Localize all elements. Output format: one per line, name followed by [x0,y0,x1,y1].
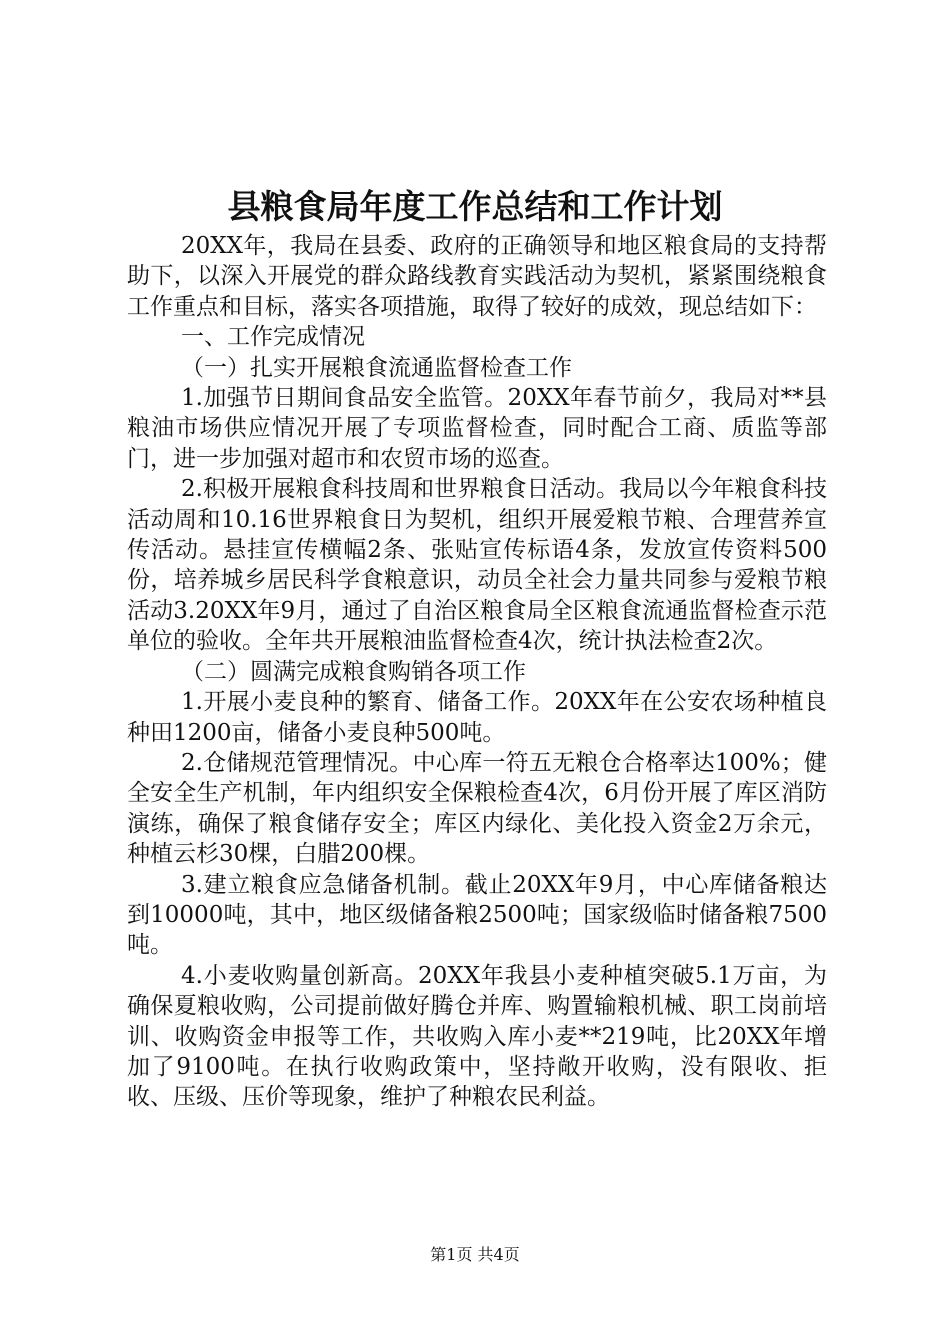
subsection-heading: （一）扎实开展粮食流通监督检查工作 [181,354,572,381]
page-footer: 第1页 共4页 [430,1245,520,1264]
document-body [127,231,827,1113]
paragraph-item: 2.仓储规范管理情况。中心库一符五无粮仓合格率达100%；健全安全生产机制，年内组织安全保粮检查4次，6月份开展了库区消防演练，确保了粮食储存安全；库区内绿化、美化投入资金2万余元，种植云杉30棵，白腊200棵。 [127,749,827,868]
paragraph-item: 1.加强节日期间食品安全监管。20XX年春节前夕，我局对**县粮油市场供应情况开展了专项监督检查，同时配合工商、质监等部门，进一步加强对超市和农贸市场的巡查。 [127,385,827,472]
paragraph-intro: 20XX年，我局在县委、政府的正确领导和地区粮食局的支持帮助下，以深入开展党的群众路线教育实践活动为契机，紧紧围绕粮食工作重点和目标，落实各项措施，取得了较好的成效，现总结如下： [127,233,827,320]
section-heading: 一、工作完成情况 [181,324,365,351]
subsection-heading: （二）圆满完成粮食购销各项工作 [181,658,526,685]
document-title: 县粮食局年度工作总结和工作计划 [227,187,723,226]
paragraph-item: 4.小麦收购量创新高。20XX年我县小麦种植突破5.1万亩，为确保夏粮收购，公司提前做好腾仓并库、购置输粮机械、职工岗前培训、收购资金申报等工作，共收购入库小麦**219吨，比20XX年增加了9100吨。在执行收购政策中，坚持敞开收购，没有限收、拒收、压级、压价等现象，维护了种粮农民利益。 [127,962,827,1111]
paragraph-item: 2.积极开展粮食科技周和世界粮食日活动。我局以今年粮食科技活动周和10.16世界粮食日为契机，组织开展爱粮节粮、合理营养宣传活动。悬挂宣传横幅2条、张贴宣传标语4条，发放宣传资料500份，培养城乡居民科学食粮意识，动员全社会力量共同参与爱粮节粮活动3.20XX年9月，通过了自治区粮食局全区粮食流通监督检查示范单位的验收。全年共开展粮油监督检查4次，统计执法检查2次。 [127,476,827,655]
paragraph-item: 1.开展小麦良种的繁育、储备工作。20XX年在公安农场种植良种田1200亩，储备小麦良种500吨。 [127,689,827,746]
paragraph-item: 3.建立粮食应急储备机制。截止20XX年9月，中心库储备粮达到10000吨，其中，地区级储备粮2500吨；国家级临时储备粮7500吨。 [127,871,827,959]
